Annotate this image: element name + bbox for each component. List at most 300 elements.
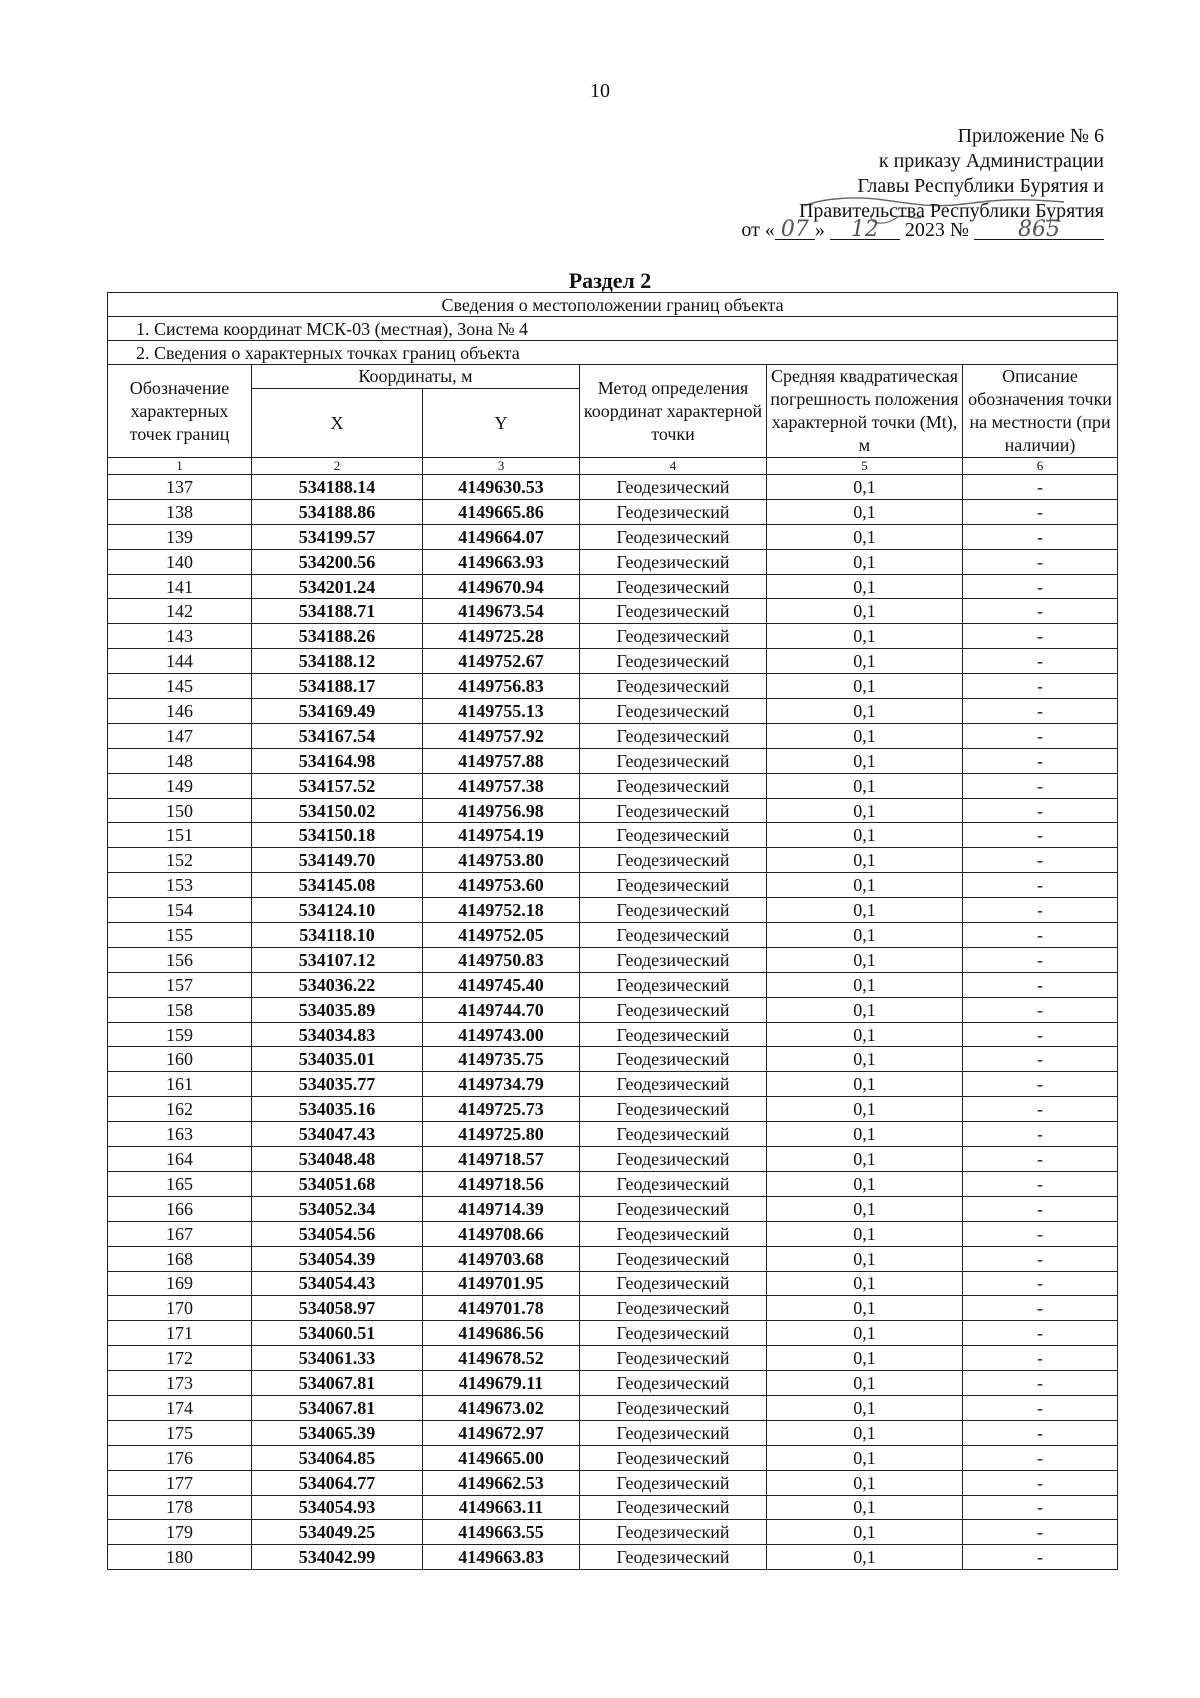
table-row [108, 1321, 1118, 1346]
table-row [108, 1097, 1118, 1122]
method-cell: Геодезический [580, 1545, 767, 1570]
method-cell: Геодезический [580, 947, 767, 972]
method-cell: Геодезический [580, 773, 767, 798]
x-coordinate-cell: 534060.51 [252, 1321, 423, 1346]
y-coordinate-cell: 4149725.28 [423, 624, 580, 649]
y-coordinate-cell: 4149745.40 [423, 972, 580, 997]
boundary-points-table [107, 292, 1118, 1570]
page-number: 10 [590, 80, 610, 102]
x-coordinate-cell: 534200.56 [252, 549, 423, 574]
method-cell: Геодезический [580, 873, 767, 898]
x-coordinate-cell: 534067.81 [252, 1371, 423, 1396]
x-coordinate-cell: 534164.98 [252, 748, 423, 773]
description-cell: - [963, 1321, 1118, 1346]
y-coordinate-cell: 4149714.39 [423, 1196, 580, 1221]
x-coordinate-cell: 534049.25 [252, 1520, 423, 1545]
x-coordinate-cell: 534157.52 [252, 773, 423, 798]
error-cell: 0,1 [767, 798, 963, 823]
point-number-cell: 180 [108, 1545, 252, 1570]
method-cell: Геодезический [580, 1346, 767, 1371]
method-cell: Геодезический [580, 1171, 767, 1196]
error-cell: 0,1 [767, 499, 963, 524]
error-cell: 0,1 [767, 1097, 963, 1122]
point-number-cell: 176 [108, 1445, 252, 1470]
table-row [108, 873, 1118, 898]
method-cell: Геодезический [580, 524, 767, 549]
table-row [108, 1221, 1118, 1246]
table-row [108, 499, 1118, 524]
y-coordinate-cell: 4149734.79 [423, 1072, 580, 1097]
table-row [108, 1470, 1118, 1495]
table-row [108, 1072, 1118, 1097]
method-cell: Геодезический [580, 1371, 767, 1396]
x-coordinate-cell: 534188.14 [252, 475, 423, 500]
method-cell: Геодезический [580, 1495, 767, 1520]
error-cell: 0,1 [767, 549, 963, 574]
error-cell: 0,1 [767, 1495, 963, 1520]
table-row [108, 923, 1118, 948]
x-coordinate-cell: 534169.49 [252, 699, 423, 724]
error-cell: 0,1 [767, 475, 963, 500]
point-number-cell: 147 [108, 723, 252, 748]
y-coordinate-cell: 4149757.38 [423, 773, 580, 798]
description-cell: - [963, 972, 1118, 997]
point-number-cell: 162 [108, 1097, 252, 1122]
table-row [108, 1246, 1118, 1271]
x-coordinate-cell: 534201.24 [252, 574, 423, 599]
y-coordinate-cell: 4149663.83 [423, 1545, 580, 1570]
description-cell: - [963, 798, 1118, 823]
description-cell: - [963, 599, 1118, 624]
appendix-line: Правительства Республики Бурятия [798, 200, 1104, 222]
table-row [108, 624, 1118, 649]
y-coordinate-cell: 4149744.70 [423, 997, 580, 1022]
description-cell: - [963, 1545, 1118, 1570]
method-cell: Геодезический [580, 923, 767, 948]
x-coordinate-cell: 534167.54 [252, 723, 423, 748]
error-cell: 0,1 [767, 1246, 963, 1271]
y-coordinate-cell: 4149718.56 [423, 1171, 580, 1196]
y-coordinate-cell: 4149686.56 [423, 1321, 580, 1346]
method-cell: Геодезический [580, 574, 767, 599]
x-coordinate-cell: 534058.97 [252, 1296, 423, 1321]
x-coordinate-cell: 534124.10 [252, 898, 423, 923]
method-cell: Геодезический [580, 649, 767, 674]
header-method: Метод определения координат характерной точки [580, 365, 767, 458]
error-cell: 0,1 [767, 1271, 963, 1296]
method-cell: Геодезический [580, 475, 767, 500]
x-coordinate-cell: 534035.01 [252, 1047, 423, 1072]
column-number: 6 [963, 458, 1118, 475]
error-cell: 0,1 [767, 1047, 963, 1072]
method-cell: Геодезический [580, 499, 767, 524]
y-coordinate-cell: 4149750.83 [423, 947, 580, 972]
x-coordinate-cell: 534188.71 [252, 599, 423, 624]
method-cell: Геодезический [580, 1470, 767, 1495]
y-coordinate-cell: 4149670.94 [423, 574, 580, 599]
method-cell: Геодезический [580, 997, 767, 1022]
y-coordinate-cell: 4149756.98 [423, 798, 580, 823]
point-number-cell: 169 [108, 1271, 252, 1296]
column-number: 3 [423, 458, 580, 475]
description-cell: - [963, 1445, 1118, 1470]
error-cell: 0,1 [767, 773, 963, 798]
description-cell: - [963, 1221, 1118, 1246]
point-number-cell: 179 [108, 1520, 252, 1545]
point-number-cell: 178 [108, 1495, 252, 1520]
error-cell: 0,1 [767, 1395, 963, 1420]
description-cell: - [963, 699, 1118, 724]
error-cell: 0,1 [767, 947, 963, 972]
table-row [108, 1445, 1118, 1470]
y-coordinate-cell: 4149752.18 [423, 898, 580, 923]
y-coordinate-cell: 4149673.02 [423, 1395, 580, 1420]
description-cell: - [963, 574, 1118, 599]
point-number-cell: 168 [108, 1246, 252, 1271]
point-number-cell: 153 [108, 873, 252, 898]
y-coordinate-cell: 4149663.11 [423, 1495, 580, 1520]
description-cell: - [963, 1122, 1118, 1147]
y-coordinate-cell: 4149718.57 [423, 1147, 580, 1172]
table-row [108, 1022, 1118, 1047]
y-coordinate-cell: 4149756.83 [423, 674, 580, 699]
description-cell: - [963, 1395, 1118, 1420]
description-cell: - [963, 1470, 1118, 1495]
date-prefix: от « [741, 219, 775, 241]
description-cell: - [963, 475, 1118, 500]
table-row [108, 773, 1118, 798]
description-cell: - [963, 674, 1118, 699]
header-description: Описание обозначения точки на местности (при наличии) [963, 365, 1118, 458]
error-cell: 0,1 [767, 923, 963, 948]
method-cell: Геодезический [580, 1321, 767, 1346]
x-coordinate-cell: 534188.17 [252, 674, 423, 699]
table-row [108, 823, 1118, 848]
x-coordinate-cell: 534188.26 [252, 624, 423, 649]
x-coordinate-cell: 534035.16 [252, 1097, 423, 1122]
error-cell: 0,1 [767, 1171, 963, 1196]
point-number-cell: 143 [108, 624, 252, 649]
x-coordinate-cell: 534061.33 [252, 1346, 423, 1371]
y-coordinate-cell: 4149752.05 [423, 923, 580, 948]
y-coordinate-cell: 4149679.11 [423, 1371, 580, 1396]
description-cell: - [963, 1371, 1118, 1396]
point-number-cell: 146 [108, 699, 252, 724]
table-row [108, 972, 1118, 997]
description-cell: - [963, 499, 1118, 524]
description-cell: - [963, 1022, 1118, 1047]
point-number-cell: 160 [108, 1047, 252, 1072]
point-number-cell: 164 [108, 1147, 252, 1172]
method-cell: Геодезический [580, 1445, 767, 1470]
table-row [108, 898, 1118, 923]
error-cell: 0,1 [767, 699, 963, 724]
description-cell: - [963, 898, 1118, 923]
header-designation: Обозначение характерных точек границ [108, 365, 252, 458]
description-cell: - [963, 1171, 1118, 1196]
table-row [108, 674, 1118, 699]
error-cell: 0,1 [767, 873, 963, 898]
description-cell: - [963, 947, 1118, 972]
error-cell: 0,1 [767, 1371, 963, 1396]
error-cell: 0,1 [767, 674, 963, 699]
method-cell: Геодезический [580, 549, 767, 574]
table-row [108, 699, 1118, 724]
table-row [108, 748, 1118, 773]
y-coordinate-cell: 4149665.00 [423, 1445, 580, 1470]
point-number-cell: 140 [108, 549, 252, 574]
x-coordinate-cell: 534188.86 [252, 499, 423, 524]
x-coordinate-cell: 534064.77 [252, 1470, 423, 1495]
y-coordinate-cell: 4149701.78 [423, 1296, 580, 1321]
x-coordinate-cell: 534051.68 [252, 1171, 423, 1196]
y-coordinate-cell: 4149663.55 [423, 1520, 580, 1545]
y-coordinate-cell: 4149753.60 [423, 873, 580, 898]
point-number-cell: 139 [108, 524, 252, 549]
point-number-cell: 157 [108, 972, 252, 997]
error-cell: 0,1 [767, 1545, 963, 1570]
x-coordinate-cell: 534035.77 [252, 1072, 423, 1097]
point-number-cell: 163 [108, 1122, 252, 1147]
x-coordinate-cell: 534054.56 [252, 1221, 423, 1246]
y-coordinate-cell: 4149753.80 [423, 848, 580, 873]
y-coordinate-cell: 4149673.54 [423, 599, 580, 624]
description-cell: - [963, 823, 1118, 848]
point-number-cell: 173 [108, 1371, 252, 1396]
x-coordinate-cell: 534149.70 [252, 848, 423, 873]
point-number-cell: 138 [108, 499, 252, 524]
coord-system-row: 1. Система координат МСК-03 (местная), Зона № 4 [108, 317, 1118, 341]
table-row [108, 549, 1118, 574]
table-row [108, 723, 1118, 748]
point-number-cell: 165 [108, 1171, 252, 1196]
method-cell: Геодезический [580, 748, 767, 773]
header-x: X [252, 389, 423, 458]
appendix-header [799, 124, 1104, 224]
handwritten-month: 12 [830, 221, 900, 240]
method-cell: Геодезический [580, 674, 767, 699]
points-title-row: 2. Сведения о характерных точках границ объекта [108, 341, 1118, 365]
error-cell: 0,1 [767, 1445, 963, 1470]
method-cell: Геодезический [580, 1022, 767, 1047]
point-number-cell: 167 [108, 1221, 252, 1246]
description-cell: - [963, 1296, 1118, 1321]
point-number-cell: 175 [108, 1420, 252, 1445]
point-number-cell: 141 [108, 574, 252, 599]
y-coordinate-cell: 4149725.80 [423, 1122, 580, 1147]
method-cell: Геодезический [580, 1420, 767, 1445]
description-cell: - [963, 1072, 1118, 1097]
y-coordinate-cell: 4149743.00 [423, 1022, 580, 1047]
method-cell: Геодезический [580, 898, 767, 923]
error-cell: 0,1 [767, 574, 963, 599]
method-cell: Геодезический [580, 1221, 767, 1246]
table-row [108, 848, 1118, 873]
y-coordinate-cell: 4149755.13 [423, 699, 580, 724]
point-number-cell: 155 [108, 923, 252, 948]
x-coordinate-cell: 534054.39 [252, 1246, 423, 1271]
table-row [108, 1271, 1118, 1296]
table-row [108, 1196, 1118, 1221]
error-cell: 0,1 [767, 848, 963, 873]
table-caption: Сведения о местоположении границ объекта [108, 293, 1118, 317]
table-row [108, 1520, 1118, 1545]
x-coordinate-cell: 534052.34 [252, 1196, 423, 1221]
y-coordinate-cell: 4149663.93 [423, 549, 580, 574]
x-coordinate-cell: 534150.18 [252, 823, 423, 848]
error-cell: 0,1 [767, 599, 963, 624]
table-row [108, 1296, 1118, 1321]
description-cell: - [963, 873, 1118, 898]
description-cell: - [963, 773, 1118, 798]
y-coordinate-cell: 4149630.53 [423, 475, 580, 500]
y-coordinate-cell: 4149757.92 [423, 723, 580, 748]
error-cell: 0,1 [767, 1196, 963, 1221]
description-cell: - [963, 1420, 1118, 1445]
x-coordinate-cell: 534054.93 [252, 1495, 423, 1520]
method-cell: Геодезический [580, 1196, 767, 1221]
point-number-cell: 152 [108, 848, 252, 873]
point-number-cell: 156 [108, 947, 252, 972]
description-cell: - [963, 1047, 1118, 1072]
table-row [108, 1047, 1118, 1072]
description-cell: - [963, 624, 1118, 649]
header-error: Средняя квадратическая погрешность положения характерной точки (Mt), м [767, 365, 963, 458]
point-number-cell: 171 [108, 1321, 252, 1346]
y-coordinate-cell: 4149701.95 [423, 1271, 580, 1296]
error-cell: 0,1 [767, 972, 963, 997]
point-number-cell: 149 [108, 773, 252, 798]
appendix-line: к приказу Администрации [878, 150, 1104, 172]
order-date-line [741, 219, 1104, 242]
y-coordinate-cell: 4149708.66 [423, 1221, 580, 1246]
method-cell: Геодезический [580, 798, 767, 823]
table-row [108, 649, 1118, 674]
y-coordinate-cell: 4149672.97 [423, 1420, 580, 1445]
method-cell: Геодезический [580, 1296, 767, 1321]
description-cell: - [963, 923, 1118, 948]
error-cell: 0,1 [767, 1520, 963, 1545]
table-row [108, 798, 1118, 823]
point-number-cell: 154 [108, 898, 252, 923]
point-number-cell: 144 [108, 649, 252, 674]
y-coordinate-cell: 4149757.88 [423, 748, 580, 773]
error-cell: 0,1 [767, 1147, 963, 1172]
table-row [108, 947, 1118, 972]
column-number: 4 [580, 458, 767, 475]
error-cell: 0,1 [767, 723, 963, 748]
point-number-cell: 177 [108, 1470, 252, 1495]
table-row [108, 1495, 1118, 1520]
description-cell: - [963, 748, 1118, 773]
table-row [108, 524, 1118, 549]
x-coordinate-cell: 534034.83 [252, 1022, 423, 1047]
column-number: 2 [252, 458, 423, 475]
table-row [108, 1346, 1118, 1371]
x-coordinate-cell: 534047.43 [252, 1122, 423, 1147]
x-coordinate-cell: 534188.12 [252, 649, 423, 674]
x-coordinate-cell: 534042.99 [252, 1545, 423, 1570]
description-cell: - [963, 524, 1118, 549]
x-coordinate-cell: 534048.48 [252, 1147, 423, 1172]
y-coordinate-cell: 4149725.73 [423, 1097, 580, 1122]
error-cell: 0,1 [767, 1296, 963, 1321]
appendix-line: Приложение № 6 [957, 125, 1104, 147]
table-row [108, 997, 1118, 1022]
date-mid: » [814, 219, 825, 241]
point-number-cell: 145 [108, 674, 252, 699]
table-row [108, 574, 1118, 599]
description-cell: - [963, 1271, 1118, 1296]
table-row [108, 475, 1118, 500]
x-coordinate-cell: 534150.02 [252, 798, 423, 823]
method-cell: Геодезический [580, 1395, 767, 1420]
handwritten-day: 07 [775, 221, 815, 240]
description-cell: - [963, 848, 1118, 873]
description-cell: - [963, 649, 1118, 674]
point-number-cell: 159 [108, 1022, 252, 1047]
point-number-cell: 172 [108, 1346, 252, 1371]
y-coordinate-cell: 4149735.75 [423, 1047, 580, 1072]
handwritten-order-number: 865 [974, 221, 1104, 240]
error-cell: 0,1 [767, 1420, 963, 1445]
method-cell: Геодезический [580, 1246, 767, 1271]
description-cell: - [963, 1097, 1118, 1122]
table-row [108, 1545, 1118, 1570]
point-number-cell: 166 [108, 1196, 252, 1221]
table-row [108, 1395, 1118, 1420]
x-coordinate-cell: 534035.89 [252, 997, 423, 1022]
method-cell: Геодезический [580, 699, 767, 724]
error-cell: 0,1 [767, 997, 963, 1022]
table-row [108, 1371, 1118, 1396]
description-cell: - [963, 1520, 1118, 1545]
point-number-cell: 170 [108, 1296, 252, 1321]
table-row [108, 1171, 1118, 1196]
y-coordinate-cell: 4149678.52 [423, 1346, 580, 1371]
description-cell: - [963, 1246, 1118, 1271]
column-number: 5 [767, 458, 963, 475]
appendix-line: Главы Республики Бурятия и [857, 175, 1104, 197]
method-cell: Геодезический [580, 1122, 767, 1147]
method-cell: Геодезический [580, 823, 767, 848]
y-coordinate-cell: 4149662.53 [423, 1470, 580, 1495]
error-cell: 0,1 [767, 1321, 963, 1346]
method-cell: Геодезический [580, 624, 767, 649]
description-cell: - [963, 1346, 1118, 1371]
description-cell: - [963, 549, 1118, 574]
x-coordinate-cell: 534145.08 [252, 873, 423, 898]
method-cell: Геодезический [580, 972, 767, 997]
error-cell: 0,1 [767, 1022, 963, 1047]
description-cell: - [963, 1147, 1118, 1172]
error-cell: 0,1 [767, 649, 963, 674]
header-y: Y [423, 389, 580, 458]
method-cell: Геодезический [580, 848, 767, 873]
header-coords: Координаты, м [252, 365, 580, 389]
table-row [108, 1420, 1118, 1445]
point-number-cell: 161 [108, 1072, 252, 1097]
method-cell: Геодезический [580, 1147, 767, 1172]
error-cell: 0,1 [767, 1346, 963, 1371]
error-cell: 0,1 [767, 748, 963, 773]
table-row [108, 1122, 1118, 1147]
date-year: 2023 № [904, 219, 969, 241]
error-cell: 0,1 [767, 1072, 963, 1097]
y-coordinate-cell: 4149664.07 [423, 524, 580, 549]
error-cell: 0,1 [767, 898, 963, 923]
column-number: 1 [108, 458, 252, 475]
